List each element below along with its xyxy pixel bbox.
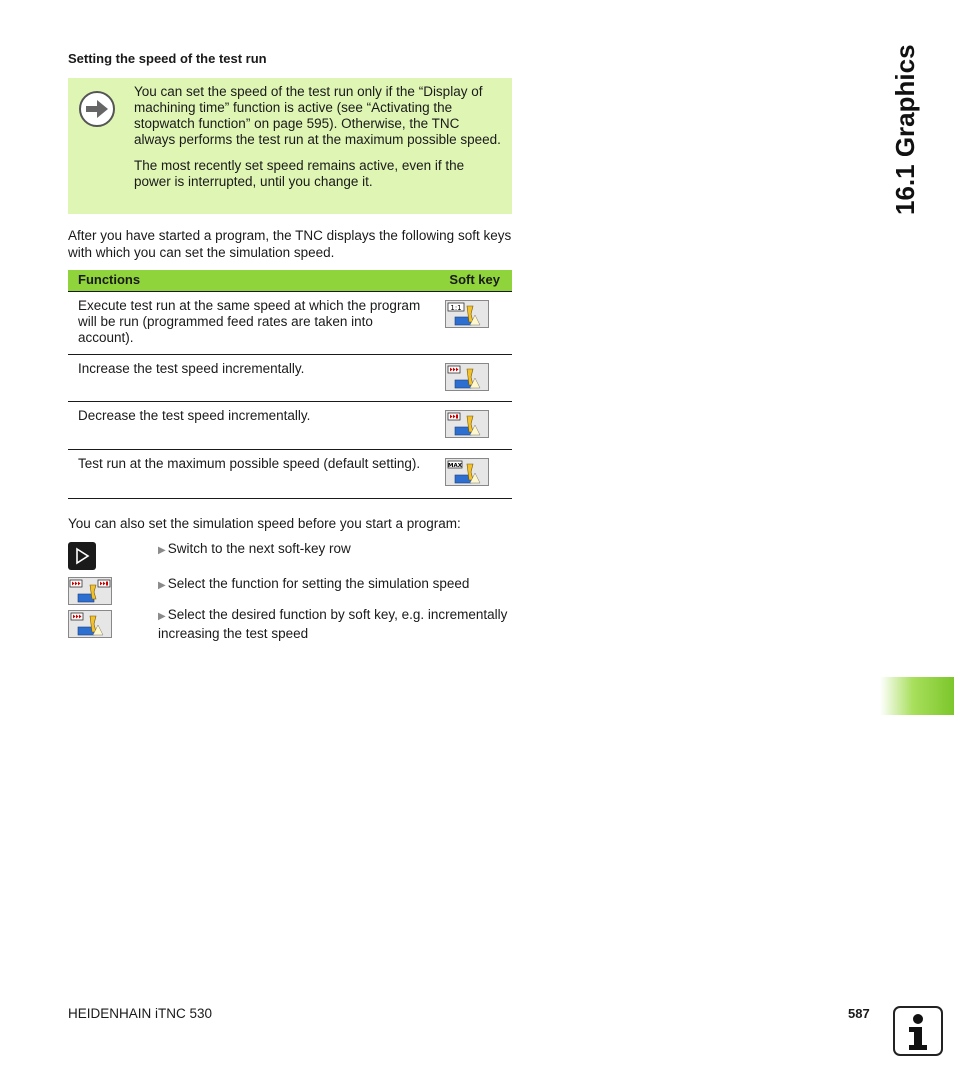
step-2 — [158, 575, 469, 594]
page-number: 587 — [848, 1006, 870, 1021]
softkey-decrease-speed[interactable] — [445, 410, 489, 438]
decrease-speed-softkey-icon — [445, 410, 489, 438]
section-heading: Setting the speed of the test run — [68, 51, 267, 66]
step-bullet-icon: ▶ — [158, 611, 166, 622]
max-speed-softkey-icon — [445, 458, 489, 486]
softkey-table — [68, 270, 512, 499]
increase-speed-softkey[interactable] — [68, 610, 112, 638]
note-text — [134, 84, 502, 200]
simulation-speed-softkey[interactable] — [68, 577, 112, 605]
softkey-increase-speed[interactable] — [445, 363, 489, 391]
note-paragraph-1: You can set the speed of the test run only if the “Display of machining time” function is active (see “Activating the stopwatch function” on page 595). Otherwise, the TNC always performs the test run at the maximum possible speed. — [134, 84, 501, 147]
next-softkey-row-key[interactable] — [68, 542, 96, 570]
table-row — [68, 355, 512, 402]
row-description: Increase the test speed incrementally. — [78, 361, 305, 376]
step-text: Select the function for setting the simulation speed — [167, 576, 470, 591]
step-1 — [158, 540, 351, 559]
softkey-label: MAX — [448, 463, 462, 469]
table-row — [68, 450, 512, 499]
note-paragraph-2: The most recently set speed remains active, even if the power is interrupted, until you change it. — [134, 158, 465, 189]
step-3 — [158, 606, 508, 642]
info-icon — [893, 1006, 943, 1056]
softkey-label: 1:1 — [450, 304, 462, 312]
row-description: Decrease the test speed incrementally. — [78, 408, 311, 423]
table-row — [68, 402, 512, 450]
row-description: Execute test run at the same speed at which the program will be run (programmed feed rates are taken into account). — [78, 298, 421, 345]
increase-speed-softkey-icon — [445, 363, 489, 391]
note-box — [68, 78, 512, 214]
header-functions: Functions — [78, 272, 141, 287]
step-text: Select the desired function by soft key, e.g. incrementally increasing the test speed — [158, 607, 508, 641]
simulation-speed-softkey-icon — [68, 577, 112, 605]
chapter-side-title: 16.1 Graphics — [890, 44, 920, 215]
step-bullet-icon: ▶ — [158, 545, 166, 556]
step-bullet-icon: ▶ — [158, 580, 166, 591]
table-row — [68, 292, 512, 355]
real-speed-softkey-icon — [445, 300, 489, 328]
next-softkey-row-icon — [68, 542, 96, 570]
footer-product: HEIDENHAIN iTNC 530 — [68, 1006, 213, 1021]
step-text: Switch to the next soft-key row — [167, 541, 351, 556]
softkey-real-speed[interactable] — [445, 300, 489, 328]
softkey-max-speed[interactable] — [445, 458, 489, 486]
increase-speed-softkey-icon — [68, 610, 112, 638]
header-softkey: Soft key — [449, 272, 500, 287]
intro-paragraph: After you have started a program, the TNC displays the following soft keys with which you can set the simulation speed. — [68, 228, 512, 260]
also-paragraph: You can also set the simulation speed before you start a program: — [68, 516, 461, 531]
row-description: Test run at the maximum possible speed (default setting). — [78, 456, 421, 471]
side-accent-band — [880, 677, 954, 715]
arrow-right-icon — [78, 90, 116, 128]
table-header — [68, 270, 512, 292]
